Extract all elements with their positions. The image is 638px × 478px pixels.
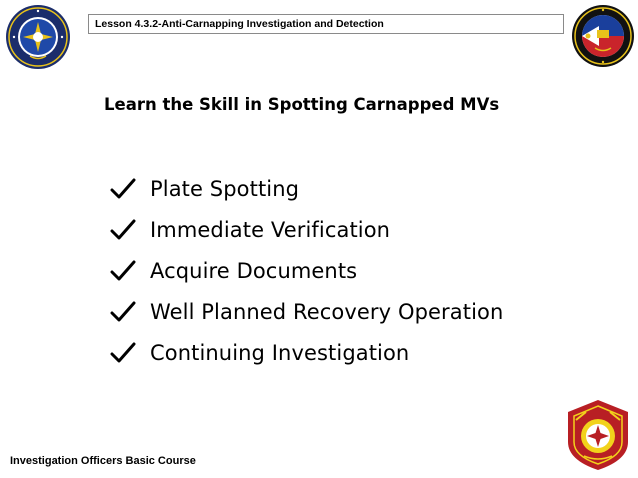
list-item-label: Continuing Investigation [150,340,410,365]
list-item-label: Immediate Verification [150,217,391,242]
checkmark-icon [110,177,136,201]
list-item-label: Acquire Documents [150,258,358,283]
checkmark-icon [110,218,136,242]
list-item [110,250,570,291]
lesson-header [88,14,564,34]
checkmark-icon [110,300,136,324]
pnp-training-emblem-logo [564,398,632,472]
course-label: Investigation Officers Basic Course [10,455,196,467]
list-item [110,209,570,250]
list-item [110,168,570,209]
list-item-label: Well Planned Recovery Operation [150,299,504,324]
pnp-directorate-seal-logo [4,4,72,70]
pnp-training-seal-logo [571,4,635,68]
lesson-label: Lesson 4.3.2-Anti-Carnapping Investigation and Detection [95,18,384,30]
list-item [110,291,570,332]
checkmark-icon [110,341,136,365]
checklist [110,168,570,373]
checkmark-icon [110,259,136,283]
list-item [110,332,570,373]
slide-title: Learn the Skill in Spotting Carnapped MVs [104,95,500,114]
list-item-label: Plate Spotting [150,176,300,201]
